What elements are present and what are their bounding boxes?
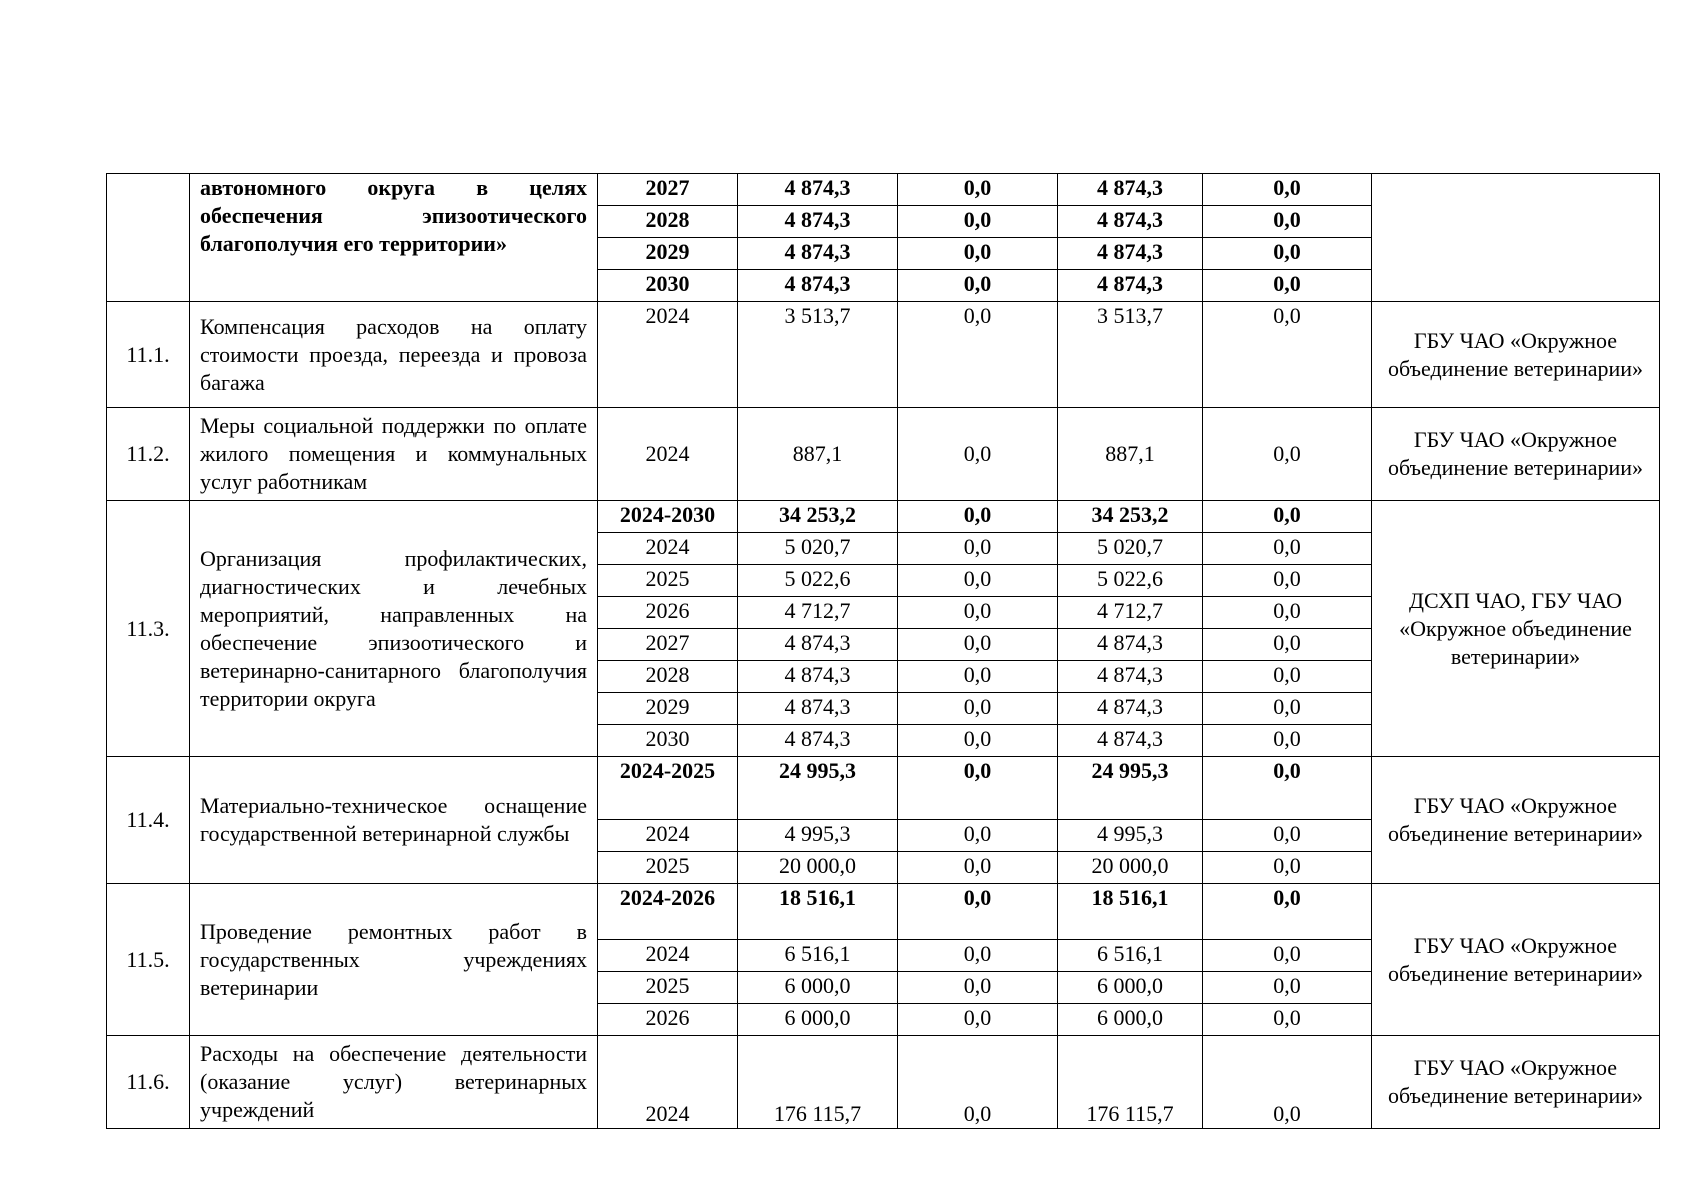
table-row [107,174,1660,206]
regional-budget-cell: 3 513,7 [1058,302,1203,408]
other-sources-cell: 0,0 [1203,206,1372,238]
total-cell: 6 516,1 [738,940,898,972]
table-row [107,884,1660,940]
federal-budget-cell: 0,0 [898,725,1058,757]
federal-budget-cell: 0,0 [898,1036,1058,1129]
federal-budget-cell: 0,0 [898,565,1058,597]
federal-budget-cell: 0,0 [898,597,1058,629]
regional-budget-cell: 4 874,3 [1058,629,1203,661]
other-sources-cell: 0,0 [1203,174,1372,206]
other-sources-cell: 0,0 [1203,693,1372,725]
other-sources-cell: 0,0 [1203,302,1372,408]
responsible-executor: ГБУ ЧАО «Окружное объединение ветеринарии» [1372,1036,1660,1129]
other-sources-cell: 0,0 [1203,533,1372,565]
row-number-cell: 11.4. [107,757,190,884]
total-cell: 4 995,3 [738,820,898,852]
measure-description: Меры социальной поддержки по оплате жилого помещения и коммунальных услуг работникам [190,408,598,501]
federal-budget-cell: 0,0 [898,629,1058,661]
year-cell: 2028 [598,206,738,238]
other-sources-cell: 0,0 [1203,661,1372,693]
regional-budget-cell: 887,1 [1058,408,1203,501]
year-cell: 2024-2030 [598,501,738,533]
other-sources-cell: 0,0 [1203,820,1372,852]
total-cell: 34 253,2 [738,501,898,533]
year-cell: 2027 [598,629,738,661]
row-number-cell: 11.5. [107,884,190,1036]
federal-budget-cell: 0,0 [898,852,1058,884]
federal-budget-cell: 0,0 [898,757,1058,820]
regional-budget-cell: 4 874,3 [1058,174,1203,206]
table-row [107,501,1660,533]
year-cell: 2029 [598,238,738,270]
regional-budget-cell: 176 115,7 [1058,1036,1203,1129]
regional-budget-cell: 4 995,3 [1058,820,1203,852]
other-sources-cell: 0,0 [1203,972,1372,1004]
year-cell: 2030 [598,725,738,757]
other-sources-cell: 0,0 [1203,757,1372,820]
regional-budget-cell: 6 000,0 [1058,972,1203,1004]
table-row [107,757,1660,820]
responsible-executor: ГБУ ЧАО «Окружное объединение ветеринарии» [1372,884,1660,1036]
regional-budget-cell: 5 020,7 [1058,533,1203,565]
other-sources-cell: 0,0 [1203,1036,1372,1129]
year-cell: 2024 [598,408,738,501]
table-row [107,1036,1660,1129]
responsible-executor: ГБУ ЧАО «Окружное объединение ветеринарии» [1372,757,1660,884]
total-cell: 4 874,3 [738,629,898,661]
other-sources-cell: 0,0 [1203,884,1372,940]
responsible-executor: ГБУ ЧАО «Окружное объединение ветеринарии» [1372,302,1660,408]
regional-budget-cell: 20 000,0 [1058,852,1203,884]
federal-budget-cell: 0,0 [898,206,1058,238]
responsible-executor: ДСХП ЧАО, ГБУ ЧАО «Окружное объединение ветеринарии» [1372,501,1660,757]
year-cell: 2025 [598,972,738,1004]
year-cell: 2024-2025 [598,757,738,820]
row-number-cell: 11.6. [107,1036,190,1129]
year-cell: 2029 [598,693,738,725]
measure-description: Материально-техническое оснащение государственной ветеринарной службы [190,757,598,884]
year-cell: 2026 [598,1004,738,1036]
regional-budget-cell: 6 000,0 [1058,1004,1203,1036]
year-cell: 2024 [598,1036,738,1129]
year-cell: 2024 [598,302,738,408]
year-cell: 2024 [598,533,738,565]
total-cell: 176 115,7 [738,1036,898,1129]
other-sources-cell: 0,0 [1203,597,1372,629]
other-sources-cell: 0,0 [1203,852,1372,884]
row-number-cell: 11.3. [107,501,190,757]
total-cell: 4 874,3 [738,238,898,270]
measure-description: автономного округа в целях обеспечения эпизоотического благополучия его территории» [190,174,598,302]
measure-description: Расходы на обеспечение деятельности (оказание услуг) ветеринарных учреждений [190,1036,598,1129]
row-number-cell: 11.2. [107,408,190,501]
total-cell: 6 000,0 [738,972,898,1004]
total-cell: 4 874,3 [738,270,898,302]
total-cell: 24 995,3 [738,757,898,820]
year-cell: 2026 [598,597,738,629]
federal-budget-cell: 0,0 [898,174,1058,206]
total-cell: 20 000,0 [738,852,898,884]
regional-budget-cell: 24 995,3 [1058,757,1203,820]
budget-table [106,173,1660,1129]
regional-budget-cell: 4 712,7 [1058,597,1203,629]
total-cell: 5 022,6 [738,565,898,597]
regional-budget-cell: 4 874,3 [1058,206,1203,238]
total-cell: 4 712,7 [738,597,898,629]
total-cell: 4 874,3 [738,206,898,238]
measure-description: Организация профилактических, диагностических и лечебных мероприятий, направленных на обеспечение эпизоотического и ветеринарно-санитарного благополучия территории округа [190,501,598,757]
total-cell: 18 516,1 [738,884,898,940]
federal-budget-cell: 0,0 [898,501,1058,533]
total-cell: 4 874,3 [738,693,898,725]
other-sources-cell: 0,0 [1203,940,1372,972]
federal-budget-cell: 0,0 [898,270,1058,302]
federal-budget-cell: 0,0 [898,1004,1058,1036]
year-cell: 2025 [598,565,738,597]
federal-budget-cell: 0,0 [898,302,1058,408]
regional-budget-cell: 4 874,3 [1058,693,1203,725]
regional-budget-cell: 6 516,1 [1058,940,1203,972]
federal-budget-cell: 0,0 [898,884,1058,940]
other-sources-cell: 0,0 [1203,565,1372,597]
other-sources-cell: 0,0 [1203,501,1372,533]
other-sources-cell: 0,0 [1203,629,1372,661]
other-sources-cell: 0,0 [1203,1004,1372,1036]
regional-budget-cell: 34 253,2 [1058,501,1203,533]
regional-budget-cell: 4 874,3 [1058,270,1203,302]
responsible-executor [1372,174,1660,302]
total-cell: 6 000,0 [738,1004,898,1036]
total-cell: 4 874,3 [738,661,898,693]
other-sources-cell: 0,0 [1203,270,1372,302]
federal-budget-cell: 0,0 [898,972,1058,1004]
responsible-executor: ГБУ ЧАО «Окружное объединение ветеринарии» [1372,408,1660,501]
federal-budget-cell: 0,0 [898,820,1058,852]
measure-description: Компенсация расходов на оплату стоимости проезда, переезда и провоза багажа [190,302,598,408]
year-cell: 2024-2026 [598,884,738,940]
federal-budget-cell: 0,0 [898,661,1058,693]
year-cell: 2024 [598,940,738,972]
total-cell: 4 874,3 [738,174,898,206]
row-number-cell [107,174,190,302]
total-cell: 4 874,3 [738,725,898,757]
table-row [107,302,1660,408]
federal-budget-cell: 0,0 [898,940,1058,972]
other-sources-cell: 0,0 [1203,238,1372,270]
other-sources-cell: 0,0 [1203,408,1372,501]
federal-budget-cell: 0,0 [898,533,1058,565]
federal-budget-cell: 0,0 [898,408,1058,501]
year-cell: 2030 [598,270,738,302]
year-cell: 2028 [598,661,738,693]
regional-budget-cell: 18 516,1 [1058,884,1203,940]
total-cell: 5 020,7 [738,533,898,565]
regional-budget-cell: 4 874,3 [1058,238,1203,270]
row-number-cell: 11.1. [107,302,190,408]
regional-budget-cell: 4 874,3 [1058,725,1203,757]
year-cell: 2027 [598,174,738,206]
federal-budget-cell: 0,0 [898,693,1058,725]
total-cell: 3 513,7 [738,302,898,408]
table-row [107,408,1660,501]
year-cell: 2024 [598,820,738,852]
federal-budget-cell: 0,0 [898,238,1058,270]
regional-budget-cell: 5 022,6 [1058,565,1203,597]
year-cell: 2025 [598,852,738,884]
regional-budget-cell: 4 874,3 [1058,661,1203,693]
measure-description: Проведение ремонтных работ в государственных учреждениях ветеринарии [190,884,598,1036]
other-sources-cell: 0,0 [1203,725,1372,757]
total-cell: 887,1 [738,408,898,501]
